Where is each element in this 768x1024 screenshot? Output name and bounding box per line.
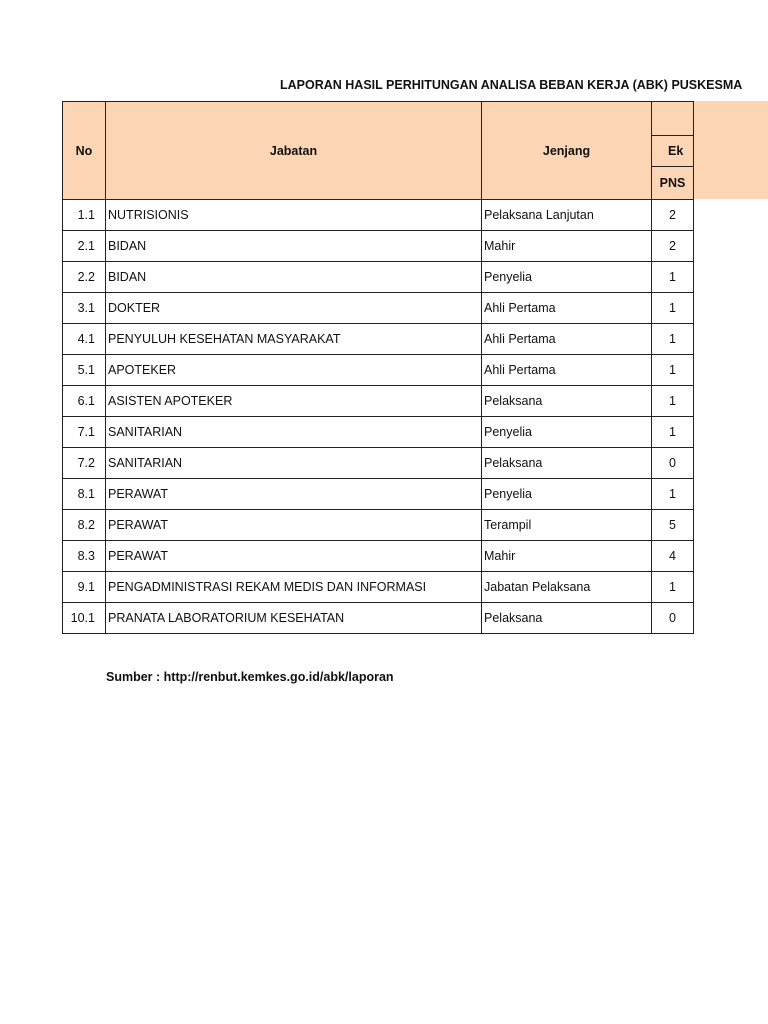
cell-no: 2.1 [63,231,106,262]
cell-jenjang: Terampil [482,510,652,541]
cell-pns: 0 [652,448,694,479]
abk-table [62,101,694,634]
cell-jabatan: BIDAN [106,262,482,293]
report-sheet [62,101,694,634]
cell-pns: 2 [652,200,694,231]
cell-pns: 1 [652,572,694,603]
table-row [63,572,694,603]
cell-jenjang: Mahir [482,541,652,572]
table-header [63,102,694,200]
table-row [63,448,694,479]
cell-jabatan: ASISTEN APOTEKER [106,386,482,417]
cell-jabatan: PERAWAT [106,479,482,510]
cell-jabatan: PERAWAT [106,541,482,572]
cell-jenjang: Ahli Pertama [482,293,652,324]
cell-jenjang: Penyelia [482,479,652,510]
cell-jenjang: Pelaksana [482,603,652,634]
report-title: LAPORAN HASIL PERHITUNGAN ANALISA BEBAN KERJA (ABK) PUSKESMA [280,78,743,92]
cell-jabatan: PENYULUH KESEHATAN MASYARAKAT [106,324,482,355]
cell-jenjang: Ahli Pertama [482,324,652,355]
cell-jenjang: Pelaksana [482,386,652,417]
cell-jabatan: NUTRISIONIS [106,200,482,231]
cell-no: 4.1 [63,324,106,355]
cell-jenjang: Penyelia [482,262,652,293]
header-no: No [63,102,106,200]
cell-jenjang: Pelaksana Lanjutan [482,200,652,231]
cell-no: 9.1 [63,572,106,603]
header-group [652,136,694,167]
cell-pns: 1 [652,262,694,293]
table-body [63,200,694,634]
header-group-label: Ek [668,144,684,159]
cell-jabatan: BIDAN [106,231,482,262]
cell-no: 8.2 [63,510,106,541]
cell-no: 7.2 [63,448,106,479]
cell-jabatan: PENGADMINISTRASI REKAM MEDIS DAN INFORMASI [106,572,482,603]
cell-jenjang: Penyelia [482,417,652,448]
cell-pns: 1 [652,386,694,417]
cell-jabatan: DOKTER [106,293,482,324]
table-row [63,417,694,448]
table-row [63,510,694,541]
cell-jabatan: PERAWAT [106,510,482,541]
cell-pns: 1 [652,479,694,510]
cell-no: 7.1 [63,417,106,448]
cell-no: 3.1 [63,293,106,324]
cell-jabatan: SANITARIAN [106,448,482,479]
cell-no: 5.1 [63,355,106,386]
cell-no: 1.1 [63,200,106,231]
cell-no: 10.1 [63,603,106,634]
cell-jenjang: Ahli Pertama [482,355,652,386]
cell-jenjang: Jabatan Pelaksana [482,572,652,603]
cell-jabatan: APOTEKER [106,355,482,386]
cell-pns: 1 [652,355,694,386]
cell-jenjang: Pelaksana [482,448,652,479]
table-row [63,386,694,417]
cell-no: 8.1 [63,479,106,510]
table-row [63,262,694,293]
cell-pns: 1 [652,417,694,448]
cell-no: 6.1 [63,386,106,417]
header-pns: PNS [652,167,694,200]
table-row [63,603,694,634]
cell-jenjang: Mahir [482,231,652,262]
header-overflow-fill [693,101,768,199]
header-jabatan: Jabatan [106,102,482,200]
header-jenjang: Jenjang [482,102,652,200]
cell-pns: 4 [652,541,694,572]
cell-jabatan: PRANATA LABORATORIUM KESEHATAN [106,603,482,634]
table-row [63,200,694,231]
cell-pns: 2 [652,231,694,262]
table-row [63,541,694,572]
table-row [63,231,694,262]
cell-no: 2.2 [63,262,106,293]
header-group-top [652,102,694,136]
table-row [63,355,694,386]
cell-pns: 0 [652,603,694,634]
cell-pns: 1 [652,293,694,324]
cell-pns: 5 [652,510,694,541]
cell-no: 8.3 [63,541,106,572]
table-row [63,479,694,510]
cell-pns: 1 [652,324,694,355]
table-row [63,293,694,324]
source-note: Sumber : http://renbut.kemkes.go.id/abk/laporan [106,670,394,684]
cell-jabatan: SANITARIAN [106,417,482,448]
table-row [63,324,694,355]
